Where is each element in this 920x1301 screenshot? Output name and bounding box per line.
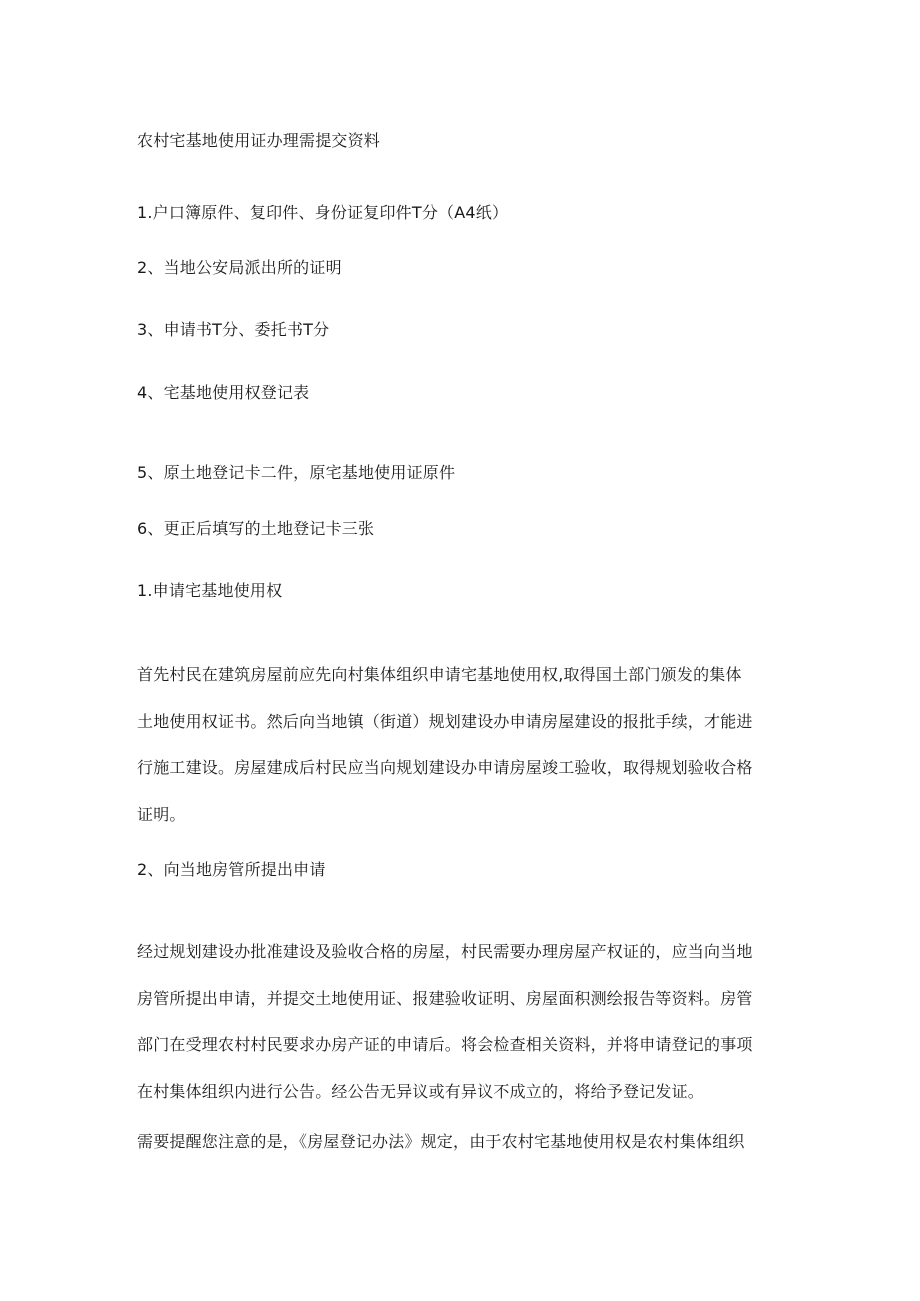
list-item: 2、当地公安局派出所的证明	[137, 258, 342, 277]
section-heading: 1.申请宅基地使用权	[137, 581, 283, 600]
paragraph-line: 房管所提出申请，并提交土地使用证、报建验收证明、房屋面积测绘报告等资料。房管	[137, 988, 753, 1008]
note-paragraph: 需要提醒您注意的是，《房屋登记办法》规定，由于农村宅基地使用权是农村集体组织	[137, 1132, 745, 1151]
paragraph-line: 首先村民在建筑房屋前应先向村集体组织申请宅基地使用权,取得国土部门颁发的集体	[137, 665, 742, 684]
section-paragraph	[137, 929, 792, 1115]
list-item: 3、申请书T分、委托书T分	[137, 320, 330, 339]
section-paragraph	[137, 652, 792, 838]
list-item: 4、宅基地使用权登记表	[137, 383, 310, 402]
section-heading: 2、向当地房管所提出申请	[137, 860, 326, 879]
paragraph-line: 土地使用权证书。然后向当地镇（街道）规划建设办申请房屋建设的报批手续，才能进	[137, 711, 753, 731]
paragraph-line: 经过规划建设办批准建设及验收合格的房屋，村民需要办理房屋产权证的，应当向当地	[137, 942, 753, 961]
paragraph-line: 部门在受理农村村民要求办房产证的申请后。将会检查相关资料，并将申请登记的事项	[137, 1035, 753, 1054]
list-item: 6、更正后填写的土地登记卡三张	[137, 519, 375, 538]
paragraph-line: 行施工建设。房屋建成后村民应当向规划建设办申请房屋竣工验收，取得规划验收合格	[137, 758, 753, 777]
list-item: 5、原土地登记卡二件，原宅基地使用证原件	[137, 463, 456, 482]
document-title: 农村宅基地使用证办理需提交资料	[137, 131, 381, 150]
paragraph-line: 在村集体组织内进行公告。经公告无异议或有异议不成立的，将给予登记发证。	[137, 1081, 705, 1101]
list-item: 1.户口簿原件、复印件、身份证复印件T分（A4纸）	[137, 203, 509, 222]
paragraph-line: 证明。	[137, 804, 186, 824]
